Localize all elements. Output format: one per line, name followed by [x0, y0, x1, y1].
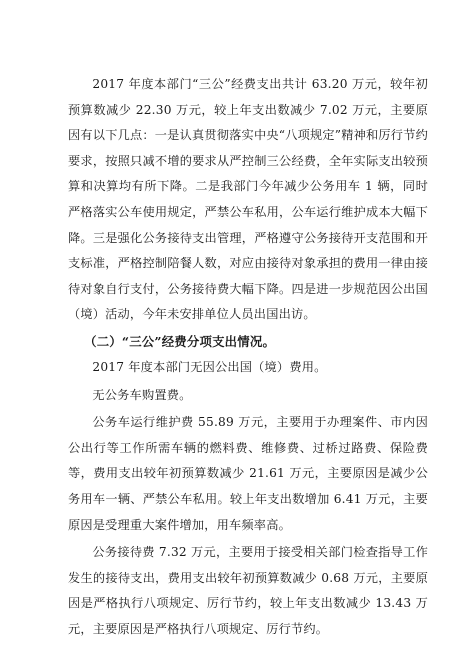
vehicle-maintenance-paragraph: 公务车运行维护费 55.89 万元，主要用于办理案件、市内因公出行等工作所需车辆的燃料费、维修费、过桥过路费、保险费等，费用支出较年初预算数减少 21.61 万元，主要原因是减少公务用车一辆、严禁公车私用。较上年支出数增加 6.41 万元，主要原因是受理重大案件增加，用车频率高。	[68, 415, 428, 532]
overseas-travel-paragraph: 2017 年度本部门无因公出国（境）费用。	[92, 359, 327, 374]
document-page	[68, 72, 428, 642]
vehicle-purchase-paragraph: 无公务车购置费。	[92, 387, 192, 402]
summary-paragraph: 2017 年度本部门“三公”经费支出共计 63.20 万元，较年初预算数减少 22.30 万元，较上年支出数减少 7.02 万元，主要原因有以下几点：一是认真贯彻落实中央“八项规定”精神和厉行节约要求，按照只减不增的要求从严控制三公经费，全年实际支出较预算和决算均有所下降。二是我部门今年减少公务用车 1 辆，同时严格落实公车使用规定，严禁公车私用，公车运行维护成本大幅下降。三是强化公务接待支出管理，严格遵守公务接待开支范围和开支标准，严格控制陪餐人数，对应由接待对象承担的费用一律由接待对象自行支付，公务接待费大幅下降。四是进一步规范因公出国（境）活动，今年未安排单位人员出国出访。	[68, 77, 428, 322]
reception-expense-paragraph: 公务接待费 7.32 万元，主要用于接受相关部门检查指导工作发生的接待支出，费用支出较年初预算数减少 0.68 万元，主要原因是严格执行八项规定、厉行节约，较上年支出数减少 13.43 万元，主要原因是严格执行八项规定、厉行节约。	[68, 545, 428, 636]
section-heading: （二）“三公”经费分项支出情况。	[84, 333, 276, 349]
